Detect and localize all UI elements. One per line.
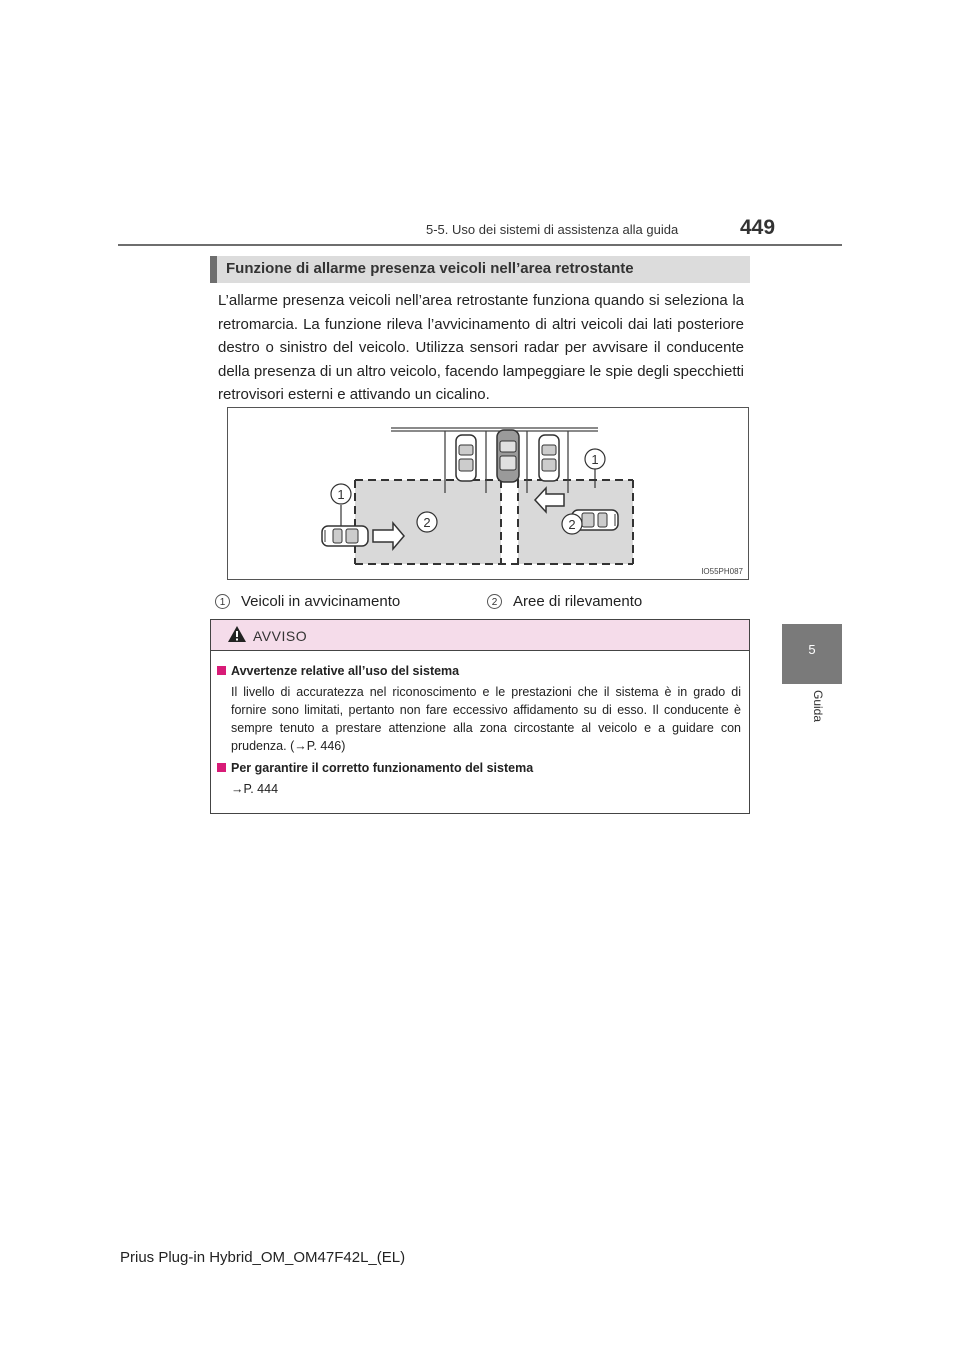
page-number: 449	[740, 216, 776, 239]
header-divider	[118, 244, 842, 246]
callout-2-left	[417, 512, 437, 532]
warning-header	[211, 620, 749, 651]
chapter-tab	[782, 624, 842, 684]
section-paragraph: L’allarme presenza veicoli nell’area retrostante funziona quando si seleziona la retromarcia. La funzione rileva l’avvicinamento di altri veicoli dai lati posteriore destro o sinistro del veicolo. Utilizza sensori radar per avvisare il conducente della presenza di un altro veicolo, facendo lampeggiare le spie degli specchietti retrovisori esterni e attivando un cicalino.	[218, 292, 744, 403]
svg-text:1: 1	[591, 452, 599, 467]
legend-item-1	[215, 593, 400, 610]
legend-item-2	[487, 593, 642, 610]
own-vehicle	[497, 430, 519, 482]
legend-number: 2	[487, 594, 502, 609]
svg-text:2: 2	[423, 515, 431, 530]
chapter-number: 5	[808, 642, 816, 657]
callout-1-right	[585, 449, 605, 469]
legend-number: 1	[215, 594, 230, 609]
callout-2-right	[562, 514, 582, 534]
chapter-label: Guida	[811, 690, 825, 723]
parking-diagram-svg	[228, 408, 748, 579]
section-title-accent	[210, 256, 217, 283]
parked-car	[456, 435, 476, 481]
footer-document-id: Prius Plug-in Hybrid_OM_OM47F42L_(EL)	[120, 1249, 406, 1266]
warning-item-title: Avvertenze relative all’uso del sistema	[217, 664, 459, 678]
parked-car	[539, 435, 559, 481]
legend-label: Aree di rilevamento	[513, 593, 643, 610]
section-title: Funzione di allarme presenza veicoli nell’area retrostante	[226, 260, 634, 277]
callout-1-left	[331, 484, 351, 504]
legend-label: Veicoli in avvicinamento	[241, 593, 401, 610]
warning-item-title: Per garantire il corretto funzionamento del sistema	[217, 761, 533, 775]
warning-box	[210, 619, 750, 814]
svg-text:1: 1	[337, 487, 345, 502]
warning-title: AVVISO	[253, 628, 308, 644]
square-bullet-icon	[217, 763, 226, 772]
figure-code: IO55PH087	[701, 567, 743, 576]
svg-text:2: 2	[568, 517, 576, 532]
square-bullet-icon	[217, 666, 226, 675]
warning-item-text: →P. 444	[231, 782, 279, 796]
warning-item-text: Il livello di accuratezza nel riconoscimento e le prestazioni che il sistema è in grado di fornire sono limitati, pertanto non fare eccessivo affidamento su di esso. Il conducente è sempre tenuto a prestare attenzione alla zona circostante al veicolo e a guidare con prudenza. (→P. 446)	[231, 685, 741, 753]
header-section-title: 5-5. Uso dei sistemi di assistenza alla guida	[426, 222, 679, 237]
warning-triangle-icon	[227, 625, 247, 643]
parking-diagram	[227, 407, 749, 580]
section-title-bar	[210, 256, 750, 283]
approaching-vehicle-left	[322, 526, 368, 546]
